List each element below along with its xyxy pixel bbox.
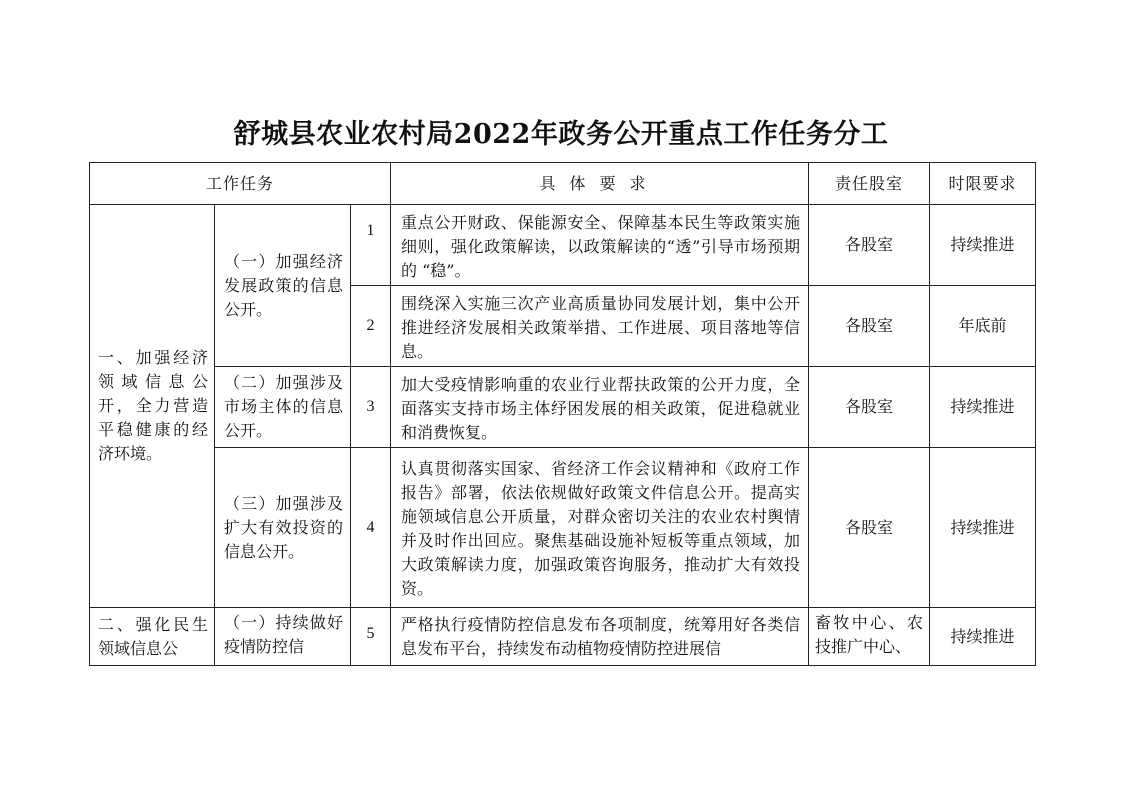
header-requirement: 具体要求: [391, 163, 809, 205]
row-number: 3: [351, 367, 391, 448]
subtask-cell: （一）加强经济发展政策的信息公开。: [215, 205, 351, 367]
task-table: [89, 162, 1036, 666]
requirement-cell: 加大受疫情影响重的农业行业帮扶政策的公开力度，全面落实支持市场主体纾困发展的相关政策，促进稳就业和消费恢复。: [391, 367, 809, 448]
department-cell: 各股室: [809, 448, 930, 608]
requirement-cell: 围绕深入实施三次产业高质量协同发展计划，集中公开推进经济发展相关政策举措、工作进展、项目落地等信息。: [391, 286, 809, 367]
category-cell: [90, 608, 215, 666]
deadline-cell: 持续推进: [930, 367, 1036, 448]
requirement-cell: 重点公开财政、保能源安全、保障基本民生等政策实施细则，强化政策解读，以政策解读的“透”引导市场预期的 “稳”。: [391, 205, 809, 286]
row-number: 5: [351, 608, 391, 666]
document-title: 舒城县农业农村局2022年政务公开重点工作任务分工: [233, 119, 889, 150]
requirement-cell: [391, 608, 809, 666]
header-task: 工作任务: [90, 163, 391, 205]
category-cell: 一、加强经济领域信息公开，全力营造平稳健康的经济环境。: [90, 205, 215, 608]
row-number: 2: [351, 286, 391, 367]
department-cell: 各股室: [809, 286, 930, 367]
table-row: [90, 205, 1036, 286]
department-cell: [809, 608, 930, 666]
row-number: 1: [351, 205, 391, 286]
department-text: 畜牧中心、农技推广中心、: [815, 613, 924, 656]
table-row: [90, 448, 1036, 608]
department-cell: 各股室: [809, 367, 930, 448]
row-number: 4: [351, 448, 391, 608]
table-header-row: [90, 163, 1036, 205]
deadline-cell: 持续推进: [930, 608, 1036, 666]
header-deadline: 时限要求: [930, 163, 1036, 205]
deadline-cell: 年底前: [930, 286, 1036, 367]
requirement-cell: 认真贯彻落实国家、省经济工作会议精神和《政府工作报告》部署，依法依规做好政策文件信息公开。提高实施领域信息公开质量，对群众密切关注的农业农村舆情并及时作出回应。聚焦基础设施补短板等重点领域，加大政策解读力度，加强政策咨询服务，推动扩大有效投资。: [391, 448, 809, 608]
subtask-cell: [215, 608, 351, 666]
deadline-cell: 持续推进: [930, 205, 1036, 286]
deadline-cell: 持续推进: [930, 448, 1036, 608]
category-text: 二、强化民生领域信息公: [98, 614, 208, 658]
subtask-cell: （二）加强涉及市场主体的信息公开。: [215, 367, 351, 448]
header-department: 责任股室: [809, 163, 930, 205]
requirement-text: 严格执行疫情防控信息发布各项制度，统筹用好各类信息发布平台，持续发布动植物疫情防控进展信: [401, 614, 801, 658]
subtask-cell: （三）加强涉及扩大有效投资的信息公开。: [215, 448, 351, 608]
table-row: [90, 608, 1036, 666]
department-cell: 各股室: [809, 205, 930, 286]
subtask-text: （一）持续做好疫情防控信: [224, 613, 343, 656]
table-row: [90, 367, 1036, 448]
